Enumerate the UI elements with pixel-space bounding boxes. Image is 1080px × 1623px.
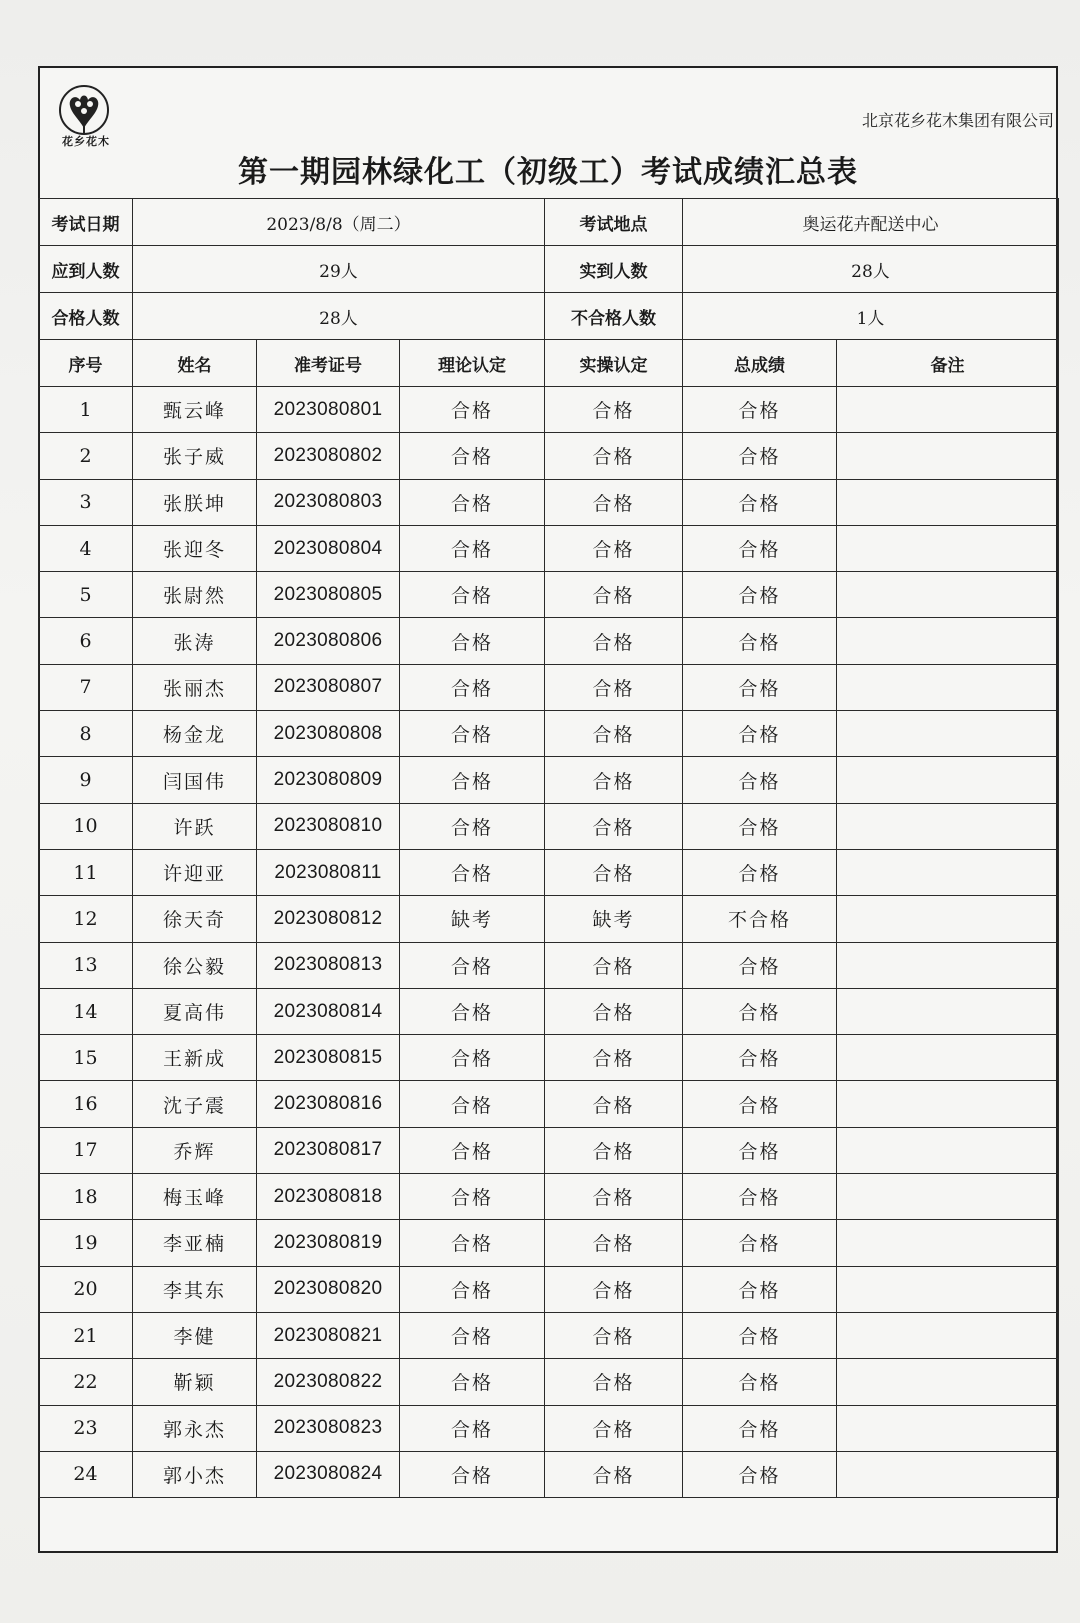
theory-result: 合格 xyxy=(400,1220,545,1266)
total-result: 合格 xyxy=(683,711,837,757)
row-number: 21 xyxy=(39,1312,133,1358)
table-row xyxy=(39,1359,1059,1405)
table-row xyxy=(39,1451,1059,1497)
total-result: 不合格 xyxy=(683,896,837,942)
row-number: 11 xyxy=(39,849,133,895)
theory-result: 合格 xyxy=(400,1359,545,1405)
location-label: 考试地点 xyxy=(545,199,683,246)
fail-value: 1人 xyxy=(683,293,1059,340)
exam-id: 2023080821 xyxy=(257,1312,400,1358)
row-number: 22 xyxy=(39,1359,133,1405)
student-name: 张朕坤 xyxy=(133,479,257,525)
table-row xyxy=(39,1035,1059,1081)
theory-result: 合格 xyxy=(400,942,545,988)
student-name: 乔辉 xyxy=(133,1127,257,1173)
row-number: 2 xyxy=(39,433,133,479)
practice-result: 合格 xyxy=(545,572,683,618)
note-cell xyxy=(837,1266,1059,1312)
pass-value: 28人 xyxy=(133,293,545,340)
student-name: 张子威 xyxy=(133,433,257,479)
note-cell xyxy=(837,1312,1059,1358)
total-result: 合格 xyxy=(683,1081,837,1127)
info-row-date xyxy=(39,199,1059,246)
student-name: 张丽杰 xyxy=(133,664,257,710)
table-header-row xyxy=(39,340,1059,387)
theory-result: 合格 xyxy=(400,618,545,664)
student-name: 杨金龙 xyxy=(133,711,257,757)
col-header-total: 总成绩 xyxy=(683,340,837,387)
student-name: 靳颖 xyxy=(133,1359,257,1405)
row-number: 17 xyxy=(39,1127,133,1173)
note-cell xyxy=(837,664,1059,710)
total-result: 合格 xyxy=(683,1174,837,1220)
fail-label: 不合格人数 xyxy=(545,293,683,340)
total-result: 合格 xyxy=(683,1035,837,1081)
total-result: 合格 xyxy=(683,1312,837,1358)
row-number: 16 xyxy=(39,1081,133,1127)
practice-result: 合格 xyxy=(545,711,683,757)
note-cell xyxy=(837,387,1059,433)
theory-result: 合格 xyxy=(400,1081,545,1127)
table-row xyxy=(39,479,1059,525)
student-name: 郭小杰 xyxy=(133,1451,257,1497)
exam-id: 2023080808 xyxy=(257,711,400,757)
practice-result: 合格 xyxy=(545,803,683,849)
row-number: 23 xyxy=(39,1405,133,1451)
total-result: 合格 xyxy=(683,1127,837,1173)
row-number: 4 xyxy=(39,525,133,571)
row-number: 19 xyxy=(39,1220,133,1266)
note-cell xyxy=(837,849,1059,895)
table-row xyxy=(39,1081,1059,1127)
practice-result: 合格 xyxy=(545,664,683,710)
theory-result: 合格 xyxy=(400,664,545,710)
exam-id: 2023080802 xyxy=(257,433,400,479)
theory-result: 合格 xyxy=(400,1266,545,1312)
theory-result: 合格 xyxy=(400,1035,545,1081)
actual-value: 28人 xyxy=(683,246,1059,293)
practice-result: 合格 xyxy=(545,618,683,664)
table-row xyxy=(39,433,1059,479)
practice-result: 合格 xyxy=(545,433,683,479)
practice-result: 合格 xyxy=(545,849,683,895)
total-result: 合格 xyxy=(683,664,837,710)
exam-id: 2023080817 xyxy=(257,1127,400,1173)
table-row xyxy=(39,988,1059,1034)
total-result: 合格 xyxy=(683,387,837,433)
table-row xyxy=(39,1266,1059,1312)
student-name: 李其东 xyxy=(133,1266,257,1312)
note-cell xyxy=(837,479,1059,525)
table-row xyxy=(39,1220,1059,1266)
exam-id: 2023080816 xyxy=(257,1081,400,1127)
row-number: 6 xyxy=(39,618,133,664)
table-row xyxy=(39,1174,1059,1220)
practice-result: 合格 xyxy=(545,1220,683,1266)
table-row xyxy=(39,711,1059,757)
total-result: 合格 xyxy=(683,572,837,618)
row-number: 14 xyxy=(39,988,133,1034)
practice-result: 合格 xyxy=(545,942,683,988)
note-cell xyxy=(837,1174,1059,1220)
row-number: 8 xyxy=(39,711,133,757)
total-result: 合格 xyxy=(683,1405,837,1451)
practice-result: 合格 xyxy=(545,757,683,803)
student-name: 甄云峰 xyxy=(133,387,257,433)
total-result: 合格 xyxy=(683,1359,837,1405)
total-result: 合格 xyxy=(683,849,837,895)
col-header-practice: 实操认定 xyxy=(545,340,683,387)
theory-result: 合格 xyxy=(400,1174,545,1220)
total-result: 合格 xyxy=(683,757,837,803)
pass-label: 合格人数 xyxy=(39,293,133,340)
theory-result: 合格 xyxy=(400,757,545,803)
practice-result: 合格 xyxy=(545,1127,683,1173)
note-cell xyxy=(837,803,1059,849)
exam-id: 2023080820 xyxy=(257,1266,400,1312)
student-name: 张涛 xyxy=(133,618,257,664)
note-cell xyxy=(837,1035,1059,1081)
theory-result: 合格 xyxy=(400,525,545,571)
row-number: 5 xyxy=(39,572,133,618)
expected-value: 29人 xyxy=(133,246,545,293)
row-number: 13 xyxy=(39,942,133,988)
practice-result: 合格 xyxy=(545,387,683,433)
exam-date-label: 考试日期 xyxy=(39,199,133,246)
note-cell xyxy=(837,1127,1059,1173)
theory-result: 合格 xyxy=(400,849,545,895)
total-result: 合格 xyxy=(683,479,837,525)
student-name: 张迎冬 xyxy=(133,525,257,571)
exam-id: 2023080809 xyxy=(257,757,400,803)
actual-label: 实到人数 xyxy=(545,246,683,293)
note-cell xyxy=(837,757,1059,803)
theory-result: 合格 xyxy=(400,572,545,618)
note-cell xyxy=(837,433,1059,479)
exam-id: 2023080819 xyxy=(257,1220,400,1266)
theory-result: 合格 xyxy=(400,479,545,525)
table-row xyxy=(39,387,1059,433)
student-name: 张尉然 xyxy=(133,572,257,618)
total-result: 合格 xyxy=(683,942,837,988)
practice-result: 合格 xyxy=(545,1174,683,1220)
theory-result: 合格 xyxy=(400,988,545,1034)
exam-id: 2023080815 xyxy=(257,1035,400,1081)
table-row xyxy=(39,849,1059,895)
practice-result: 合格 xyxy=(545,988,683,1034)
col-header-no: 序号 xyxy=(39,340,133,387)
exam-id: 2023080818 xyxy=(257,1174,400,1220)
row-number: 24 xyxy=(39,1451,133,1497)
row-number: 18 xyxy=(39,1174,133,1220)
table-row xyxy=(39,664,1059,710)
row-number: 10 xyxy=(39,803,133,849)
student-name: 梅玉峰 xyxy=(133,1174,257,1220)
exam-id: 2023080812 xyxy=(257,896,400,942)
table-row xyxy=(39,896,1059,942)
student-name: 闫国伟 xyxy=(133,757,257,803)
theory-result: 合格 xyxy=(400,1451,545,1497)
exam-id: 2023080824 xyxy=(257,1451,400,1497)
practice-result: 合格 xyxy=(545,1266,683,1312)
exam-id: 2023080807 xyxy=(257,664,400,710)
row-number: 1 xyxy=(39,387,133,433)
total-result: 合格 xyxy=(683,1451,837,1497)
student-name: 李健 xyxy=(133,1312,257,1358)
note-cell xyxy=(837,1220,1059,1266)
table-row xyxy=(39,942,1059,988)
practice-result: 合格 xyxy=(545,1405,683,1451)
practice-result: 合格 xyxy=(545,1081,683,1127)
note-cell xyxy=(837,1451,1059,1497)
note-cell xyxy=(837,1405,1059,1451)
total-result: 合格 xyxy=(683,433,837,479)
table-row xyxy=(39,1127,1059,1173)
exam-id: 2023080813 xyxy=(257,942,400,988)
col-header-id: 准考证号 xyxy=(257,340,400,387)
note-cell xyxy=(837,988,1059,1034)
practice-result: 合格 xyxy=(545,1359,683,1405)
note-cell xyxy=(837,942,1059,988)
theory-result: 合格 xyxy=(400,1405,545,1451)
page-title: 第一期园林绿化工（初级工）考试成绩汇总表 xyxy=(238,155,858,190)
exam-id: 2023080803 xyxy=(257,479,400,525)
exam-id: 2023080810 xyxy=(257,803,400,849)
col-header-name: 姓名 xyxy=(133,340,257,387)
exam-id: 2023080814 xyxy=(257,988,400,1034)
exam-date-value: 2023/8/8（周二） xyxy=(133,199,545,246)
student-name: 许跃 xyxy=(133,803,257,849)
note-cell xyxy=(837,525,1059,571)
total-result: 合格 xyxy=(683,988,837,1034)
theory-result: 合格 xyxy=(400,803,545,849)
student-name: 王新成 xyxy=(133,1035,257,1081)
theory-result: 合格 xyxy=(400,711,545,757)
exam-id: 2023080806 xyxy=(257,618,400,664)
practice-result: 缺考 xyxy=(545,896,683,942)
exam-id: 2023080823 xyxy=(257,1405,400,1451)
total-result: 合格 xyxy=(683,1220,837,1266)
row-number: 20 xyxy=(39,1266,133,1312)
practice-result: 合格 xyxy=(545,525,683,571)
practice-result: 合格 xyxy=(545,479,683,525)
table-row xyxy=(39,1405,1059,1451)
col-header-theory: 理论认定 xyxy=(400,340,545,387)
student-name: 许迎亚 xyxy=(133,849,257,895)
row-number: 3 xyxy=(39,479,133,525)
note-cell xyxy=(837,1081,1059,1127)
total-result: 合格 xyxy=(683,1266,837,1312)
table-row xyxy=(39,572,1059,618)
theory-result: 合格 xyxy=(400,1312,545,1358)
theory-result: 合格 xyxy=(400,387,545,433)
exam-id: 2023080822 xyxy=(257,1359,400,1405)
col-header-note: 备注 xyxy=(837,340,1059,387)
row-number: 15 xyxy=(39,1035,133,1081)
theory-result: 合格 xyxy=(400,1127,545,1173)
table-row xyxy=(39,525,1059,571)
exam-id: 2023080801 xyxy=(257,387,400,433)
total-result: 合格 xyxy=(683,618,837,664)
note-cell xyxy=(837,572,1059,618)
student-name: 夏高伟 xyxy=(133,988,257,1034)
table-row xyxy=(39,757,1059,803)
exam-id: 2023080805 xyxy=(257,572,400,618)
note-cell xyxy=(837,618,1059,664)
note-cell xyxy=(837,711,1059,757)
note-cell xyxy=(837,1359,1059,1405)
practice-result: 合格 xyxy=(545,1451,683,1497)
exam-id: 2023080804 xyxy=(257,525,400,571)
exam-id: 2023080811 xyxy=(257,849,400,895)
row-number: 9 xyxy=(39,757,133,803)
practice-result: 合格 xyxy=(545,1035,683,1081)
expected-label: 应到人数 xyxy=(39,246,133,293)
row-number: 7 xyxy=(39,664,133,710)
student-name: 沈子震 xyxy=(133,1081,257,1127)
student-name: 徐天奇 xyxy=(133,896,257,942)
company-name: 北京花乡花木集团有限公司 xyxy=(861,111,1054,130)
practice-result: 合格 xyxy=(545,1312,683,1358)
student-name: 徐公毅 xyxy=(133,942,257,988)
theory-result: 合格 xyxy=(400,433,545,479)
info-row-pass xyxy=(39,293,1059,340)
table-row xyxy=(39,1312,1059,1358)
note-cell xyxy=(837,896,1059,942)
location-value: 奥运花卉配送中心 xyxy=(683,199,1059,246)
theory-result: 缺考 xyxy=(400,896,545,942)
table-row xyxy=(39,618,1059,664)
student-name: 郭永杰 xyxy=(133,1405,257,1451)
table-row xyxy=(39,803,1059,849)
total-result: 合格 xyxy=(683,803,837,849)
logo-text: 花乡花木 xyxy=(62,135,110,148)
total-result: 合格 xyxy=(683,525,837,571)
results-table xyxy=(38,198,1059,1498)
row-number: 12 xyxy=(39,896,133,942)
student-name: 李亚楠 xyxy=(133,1220,257,1266)
info-row-expected xyxy=(39,246,1059,293)
